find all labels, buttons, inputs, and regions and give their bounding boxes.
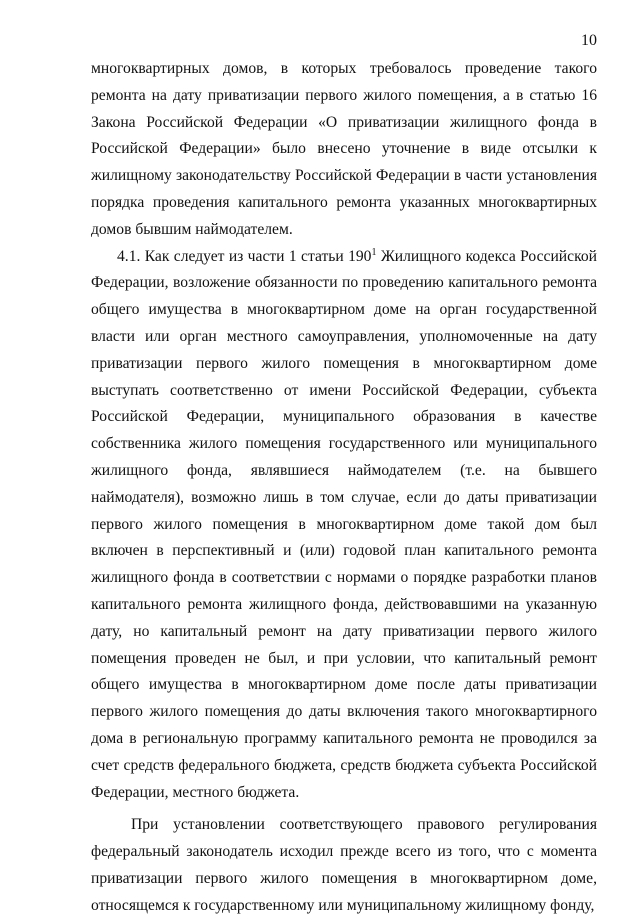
paragraph-2-start: 4.1. Как следует из части 1 статьи 190 — [117, 247, 372, 265]
page-number: 10 — [581, 32, 597, 49]
paragraph-3: При установлении соответствующего правового регулирования федеральный законодатель исходил прежде всего из того, что с момента приватизации первого жилого помещения в многоквартирном доме, относящемся к государственному или муниципальному жилищному фонду, — [91, 816, 597, 914]
paragraph-2-rest: Жилищного кодекса Российской Федерации, возложение обязанности по проведению капитального ремонта общего имущества в многоквартирном доме на орган государственной власти или орган местного самоуправления, уполномоченные на дату приватизации первого жилого помещения в многоквартирном доме выступать соответственно от имени Российской Федерации, субъекта Российской Федерации, муниципального образования в качестве собственника жилого помещения государственного или муниципального жилищного фонда, являвшиеся наймодателем (т.е. на бывшего наймодателя), возможно лишь в том случае, если до даты приватизации первого жилого помещения в многоквартирном доме такой дом был включен в перспективный и (или) годовой план капитального ремонта жилищного фонда в соответствии с нормами о порядке разработки планов капитального ремонта жилищного фонда, действовавшими на указанную дату, но капитальный ремонт на дату приватизации первого жилого помещения проведен не был, и при условии, что капитальный ремонт общего имущества в многоквартирном доме после даты приватизации первого жилого помещения до даты включения такого многоквартирного дома в региональную программу капитального ремонта не проводился за счет средств федерального бюджета, средств бюджета субъекта Российской Федерации, местного бюджета. — [91, 247, 597, 801]
article-superscript: 1 — [371, 246, 377, 258]
paragraph-2 — [91, 244, 597, 807]
document-body — [91, 56, 597, 920]
paragraph-1: многоквартирных домов, в которых требовалось проведение такого ремонта на дату приватизации первого жилого помещения, а в статью 16 Закона Российской Федерации «О приватизации жилищного фонда в Российской Федерации» было внесено уточнение в виде отсылки к жилищному законодательству Российской Федерации в части установления порядка проведения капитального ремонта указанных многоквартирных домов бывшим наймодателем. — [91, 60, 597, 238]
